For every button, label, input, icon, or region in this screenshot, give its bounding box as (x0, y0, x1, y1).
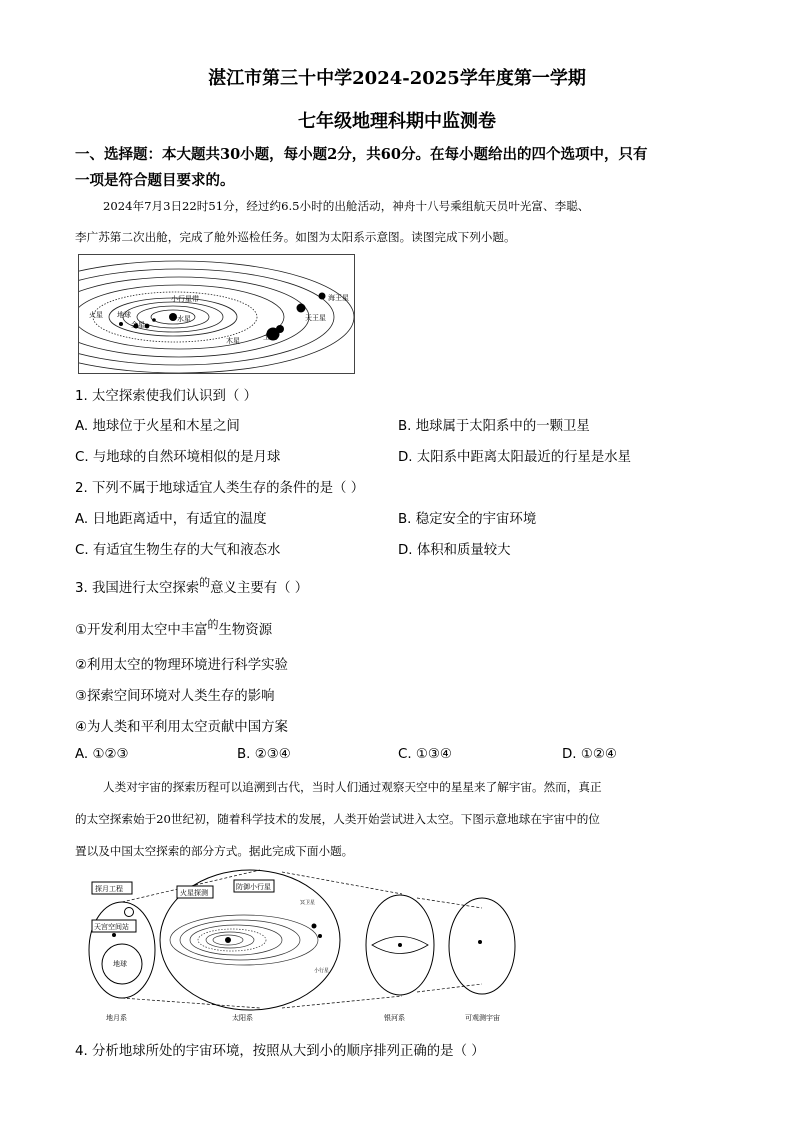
section-heading-line1: 一、选择题：本大题共30小题，每小题2分，共60分。在每小题给出的四个选项中，只有 (75, 146, 648, 163)
solar-system-figure (78, 254, 355, 374)
question-3-option-a[interactable]: A. ①②③ (75, 747, 129, 762)
mars-icon (119, 322, 123, 326)
venus-label: 金星 (131, 321, 145, 329)
lunar-exploration-label: 探月工程 (95, 885, 123, 893)
question-3-stem (75, 577, 308, 596)
saturn-label: 土星 (263, 333, 277, 341)
question-2-option-d[interactable]: D. 体积和质量较大 (398, 543, 511, 558)
page-title: 湛江市第三十中学2024-2025学年度第一学期 (208, 68, 586, 89)
moon-icon (125, 908, 134, 917)
question-2-stem: 2. 下列不属于地球适宜人类生存的条件的是（ ） (75, 481, 365, 496)
item-1-part2: 生物资源 (218, 623, 273, 638)
item-1-part1: ①开发利用太空中丰富 (75, 623, 208, 638)
mars-exploration-label: 火星探测 (180, 889, 208, 897)
question-3-option-b[interactable]: B. ②③④ (237, 747, 291, 762)
uranus-label: 天王星 (305, 314, 326, 322)
question-1-option-b[interactable]: B. 地球属于太阳系中的一颗卫星 (398, 419, 590, 434)
item-1-sup: 的 (207, 618, 219, 631)
question-3-option-c[interactable]: C. ①③④ (398, 747, 452, 762)
passage1-line2: 李广苏第二次出舱，完成了舱外巡检任务。如图为太阳系示意图。读图完成下列小题。 (75, 230, 516, 244)
earth-text: 地球 (113, 960, 127, 968)
earth-label: 地球 (117, 311, 131, 319)
asteroid-defense-label: 防御小行星 (236, 883, 271, 891)
question-3-stem-part1: 3. 我国进行太空探索 (75, 581, 200, 596)
question-1-option-a[interactable]: A. 地球位于火星和木星之间 (75, 419, 240, 434)
jupiter-label: 木星 (226, 337, 240, 345)
neptune-label: 海王星 (328, 294, 349, 302)
passage1-line1: 2024年7月3日22时51分，经过约6.5小时的出舱活动，神舟十八号乘组航天员叶光富、李聪、 (103, 199, 590, 213)
question-3-stem-part2: 意义主要有（ ） (210, 581, 309, 596)
uranus-icon (297, 304, 306, 313)
passage2-line3: 置以及中国太空探索的部分方式。据此完成下面小题。 (75, 844, 354, 858)
space-station-icon (112, 933, 116, 937)
small-label-1: 冥卫星 (300, 900, 316, 906)
saturn-icon (276, 325, 284, 333)
observable-universe-icon (449, 898, 515, 994)
question-1-option-d[interactable]: D. 太阳系中距离太阳最近的行星是水星 (398, 450, 632, 465)
tiangong-station-label: 天宫空间站 (94, 923, 129, 931)
question-3-item-3: ③探索空间环境对人类生存的影响 (75, 689, 275, 704)
small-label-2: 小行星 (314, 968, 330, 974)
question-1-option-c[interactable]: C. 与地球的自然环境相似的是月球 (75, 450, 281, 465)
passage2-line1: 人类对宇宙的探索历程可以追溯到古代，当时人们通过观察天空中的星星来了解宇宙。然而，真正 (103, 780, 602, 794)
question-3-item-2: ②利用太空的物理环境进行科学实验 (75, 658, 288, 673)
question-2-option-a[interactable]: A. 日地距离适中，有适宜的温度 (75, 512, 267, 527)
question-3-item-4: ④为人类和平利用太空贡献中国方案 (75, 720, 288, 735)
question-3-option-d[interactable]: D. ①②④ (562, 747, 617, 762)
mars-label: 火星 (89, 311, 103, 319)
asteroid-belt-label: 小行星带 (171, 295, 199, 303)
caption-earth-moon-system: 地月系 (106, 1014, 127, 1022)
venus-icon (145, 324, 150, 329)
planet-icon (312, 924, 317, 929)
question-3-stem-sup: 的 (199, 576, 211, 589)
question-1-stem: 1. 太空探索使我们认识到（ ） (75, 389, 257, 404)
question-2-option-c[interactable]: C. 有适宜生物生存的大气和液态水 (75, 543, 281, 558)
caption-observable-universe: 可观测宇宙 (465, 1014, 500, 1022)
section-heading-line2: 一项是符合题目要求的。 (75, 172, 235, 189)
universe-figure (82, 868, 522, 1028)
neptune-icon (319, 293, 326, 300)
mercury-icon (152, 318, 156, 322)
question-2-option-b[interactable]: B. 稳定安全的宇宙环境 (398, 512, 537, 527)
planet-icon (318, 934, 322, 938)
sun-icon (169, 313, 177, 321)
passage2-line2: 的太空探索始于20世纪初，随着科学技术的发展，人类开始尝试进入太空。下图示意地球在宇宙中的位 (75, 812, 600, 826)
caption-solar-system: 太阳系 (232, 1014, 253, 1022)
sun-icon (225, 937, 231, 943)
page-subtitle: 七年级地理科期中监测卷 (298, 111, 496, 132)
question-4-stem: 4. 分析地球所处的宇宙环境，按照从大到小的顺序排列正确的是（ ） (75, 1044, 485, 1059)
question-3-item-1 (75, 619, 272, 638)
caption-milky-way: 银河系 (384, 1014, 405, 1022)
mercury-label: 水星 (177, 315, 191, 323)
